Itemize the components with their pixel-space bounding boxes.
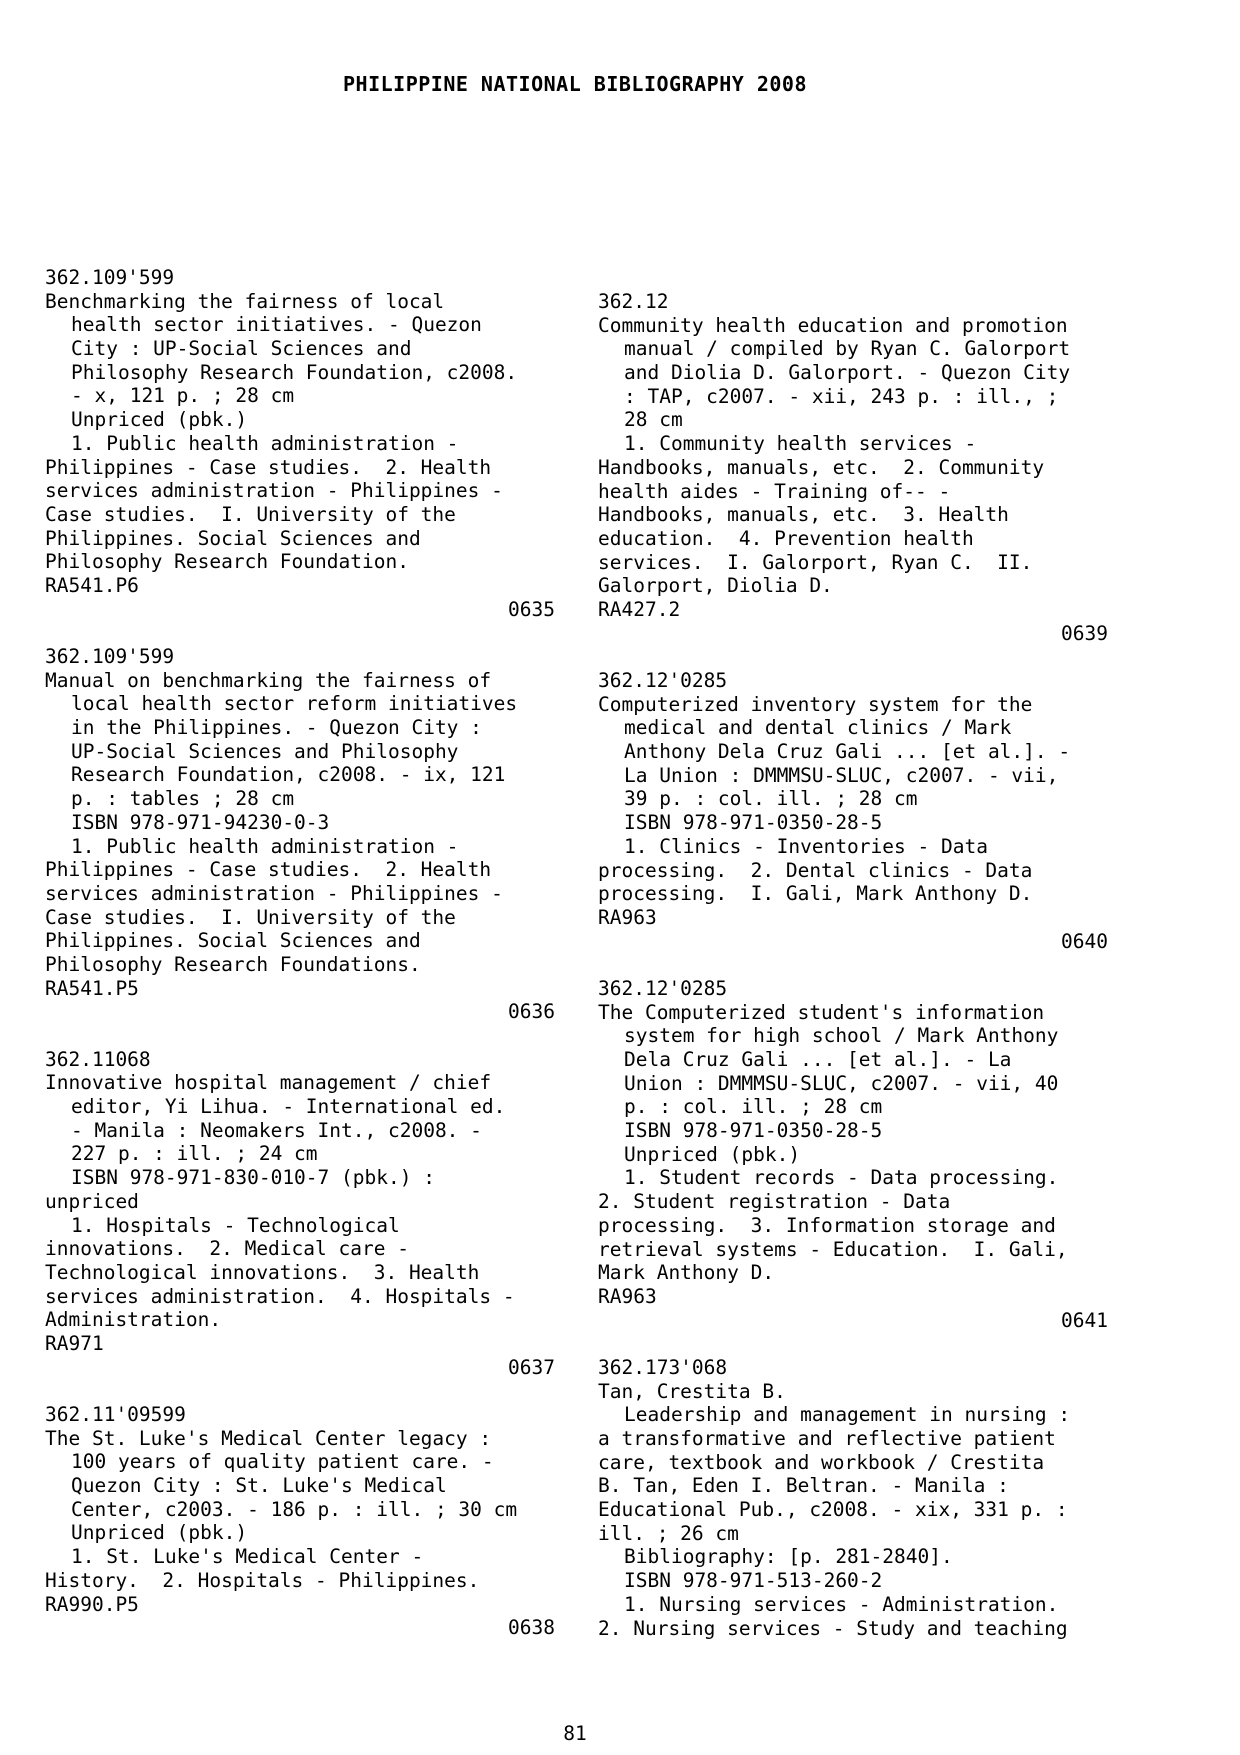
entry-line: The St. Luke's Medical Center legacy : [45,1426,492,1450]
entry-line: system for high school / Mark Anthony [624,1024,1059,1048]
entry-line: Case studies. I. University of the [45,905,456,929]
call-number: 362.173'068 [598,1355,728,1379]
entry-line: ISBN 978-971-830-010-7 (pbk.) : [71,1166,435,1190]
entry-line: Bibliography: [p. 281-2840]. [624,1545,953,1569]
entry-line: La Union : DMMMSU-SLUC, c2007. - vii, [624,763,1059,787]
bibliography-entry [598,977,1108,1332]
entry-line: Philippines. Social Sciences and [45,929,421,953]
entry-line: Philosophy Research Foundations. [45,952,421,976]
page-title: PHILIPPINE NATIONAL BIBLIOGRAPHY 2008 [342,72,808,96]
entry-line: 1. Public health administration - [71,834,459,858]
entry-line: 1. Student records - Data processing. [624,1166,1059,1190]
entry-number: 0639 [1061,621,1108,645]
call-number: 362.11'09599 [45,1403,186,1426]
entry-line: Technological innovations. 3. Health [45,1260,480,1284]
entry-line: Philippines - Case studies. 2. Health [45,455,492,479]
entry-line: Computerized inventory system for the [598,692,1033,716]
entry-line: Community health education and promotion [598,313,1068,337]
entry-line: Philosophy Research Foundation. [45,550,409,574]
entry-line: services administration - Philippines - [45,881,503,905]
entry-line: innovations. 2. Medical care - [45,1237,409,1261]
entry-number: 0636 [508,1000,555,1024]
entry-line: Unpriced (pbk.) [71,408,248,432]
entry-line: 2. Student registration - Data [598,1190,951,1214]
call-number: 362.12'0285 [598,976,728,1000]
entry-line: ISBN 978-971-0350-28-5 [624,1119,883,1143]
entry-line: services administration - Philippines - [45,479,503,503]
entry-line: unpriced [45,1189,139,1213]
entry-line: - Manila : Neomakers Int., c2008. - [71,1118,482,1142]
entry-line: History. 2. Hospitals - Philippines. [45,1568,480,1592]
entry-line: Leadership and management in nursing : [624,1403,1071,1427]
entry-line: Unpriced (pbk.) [624,1142,801,1166]
entry-line: local health sector reform initiatives [71,692,518,716]
entry-line: and Diolia D. Galorport. - Quezon City [624,361,1071,385]
entry-line: manual / compiled by Ryan C. Galorport [624,337,1071,361]
entry-line: 227 p. : ill. ; 24 cm [71,1142,318,1166]
entry-line: Research Foundation, c2008. - ix, 121 [71,763,506,787]
entry-number: 0638 [508,1616,555,1640]
entry-line: 1. Hospitals - Technological [71,1213,400,1237]
entry-line: City : UP-Social Sciences and [71,337,412,361]
entry-line: RA990.P5 [45,1592,139,1616]
call-number: 362.12'0285 [598,669,728,692]
entry-line: medical and dental clinics / Mark [624,716,1012,740]
entry-line: ISBN 978-971-0350-28-5 [624,811,883,835]
entry-line: Educational Pub., c2008. - xix, 331 p. : [598,1498,1068,1522]
page-number: 81 [563,1722,587,1745]
bibliography-entry [598,290,1108,645]
entry-line: 28 cm [624,408,683,432]
entry-line: Anthony Dela Cruz Gali ... [et al.]. - [624,740,1071,764]
entry-line: 100 years of quality patient care. - [71,1450,494,1474]
entry-line: Philosophy Research Foundation, c2008. [71,360,518,384]
entry-line: Mark Anthony D. [598,1261,775,1285]
entry-line: 1. Community health services - [624,432,977,456]
entry-line: The Computerized student's information [598,1000,1045,1024]
bibliography-entry [598,669,1108,953]
bibliography-entry [45,266,555,621]
entry-line: RA963 [598,1284,657,1308]
entry-line: 1. Public health administration - [71,431,459,455]
entry-line: Tan, Crestita B. [598,1379,786,1403]
entry-line: Union : DMMMSU-SLUC, c2007. - vii, 40 [624,1071,1059,1095]
entry-line: Center, c2003. - 186 p. : ill. ; 30 cm [71,1497,518,1521]
entry-line: ISBN 978-971-513-260-2 [624,1569,883,1593]
entry-line: services. I. Galorport, Ryan C. II. [598,550,1033,574]
entry-line: Administration. [45,1308,222,1332]
call-number: 362.109'599 [45,645,175,668]
entry-line: RA971 [45,1331,104,1355]
entry-line: Dela Cruz Gali ... [et al.]. - La [624,1048,1012,1071]
entry-line: Handbooks, manuals, etc. 3. Health [598,503,1009,527]
entry-line: Innovative hospital management / chief [45,1071,492,1095]
entry-line: services administration. 4. Hospitals - [45,1284,515,1308]
entry-number: 0640 [1061,929,1108,953]
entry-line: B. Tan, Eden I. Beltran. - Manila : [598,1474,1009,1498]
entry-line: retrieval systems - Education. I. Gali, [598,1237,1068,1261]
entry-line: editor, Yi Lihua. - International ed. [71,1095,506,1119]
left-column [45,266,555,1664]
entry-line: 1. Clinics - Inventories - Data [624,834,988,858]
entry-line: in the Philippines. - Quezon City : [71,716,482,740]
entry-line: Case studies. I. University of the [45,502,456,526]
entry-line: Philippines - Case studies. 2. Health [45,858,492,882]
bibliography-entry [45,645,555,1024]
entry-line: - x, 121 p. ; 28 cm [71,384,295,408]
right-column [598,290,1108,1664]
entry-line: RA541.P6 [45,573,139,597]
call-number: 362.11068 [45,1047,151,1071]
bibliography-entry [45,1403,555,1640]
entry-line: Benchmarking the fairness of local [45,289,445,313]
entry-line: ill. ; 26 cm [598,1521,739,1545]
entry-number: 0637 [508,1355,555,1379]
entry-line: Handbooks, manuals, etc. 2. Community [598,455,1045,479]
entry-line: RA427.2 [598,597,681,621]
entry-line: 1. St. Luke's Medical Center - [71,1545,424,1569]
call-number: 362.109'599 [45,266,175,289]
entry-line: Galorport, Diolia D. [598,574,833,598]
entry-number: 0641 [1061,1308,1108,1332]
call-number: 362.12 [598,290,669,313]
entry-line: processing. I. Gali, Mark Anthony D. [598,882,1033,906]
entry-line: ISBN 978-971-94230-0-3 [71,810,330,834]
entry-line: p. : tables ; 28 cm [71,787,295,811]
entry-line: : TAP, c2007. - xii, 243 p. : ill., ; [624,384,1059,408]
entry-line: processing. 3. Information storage and [598,1213,1056,1237]
entry-line: education. 4. Prevention health [598,526,974,550]
entry-line: Quezon City : St. Luke's Medical [71,1474,447,1498]
entry-line: p. : col. ill. ; 28 cm [624,1095,883,1119]
entry-line: UP-Social Sciences and Philosophy [71,739,459,763]
entry-line: 2. Nursing services - Study and teaching [598,1616,1068,1640]
bibliography-entry [598,1356,1108,1640]
entry-line: care, textbook and workbook / Crestita [598,1450,1045,1474]
entry-line: a transformative and reflective patient [598,1427,1056,1450]
entry-line: health sector initiatives. - Quezon [71,313,482,337]
entry-line: Philippines. Social Sciences and [45,526,421,550]
entry-line: Manual on benchmarking the fairness of [45,668,492,692]
entry-line: processing. 2. Dental clinics - Data [598,858,1033,882]
entry-line: Unpriced (pbk.) [71,1521,248,1545]
entry-line: health aides - Training of-- - [598,479,951,503]
entry-number: 0635 [508,597,555,621]
entry-line: 39 p. : col. ill. ; 28 cm [624,787,918,811]
entry-line: 1. Nursing services - Administration. [624,1592,1059,1616]
entry-line: RA963 [598,905,657,929]
bibliography-entry [45,1048,555,1380]
entry-line: RA541.P5 [45,976,139,1000]
